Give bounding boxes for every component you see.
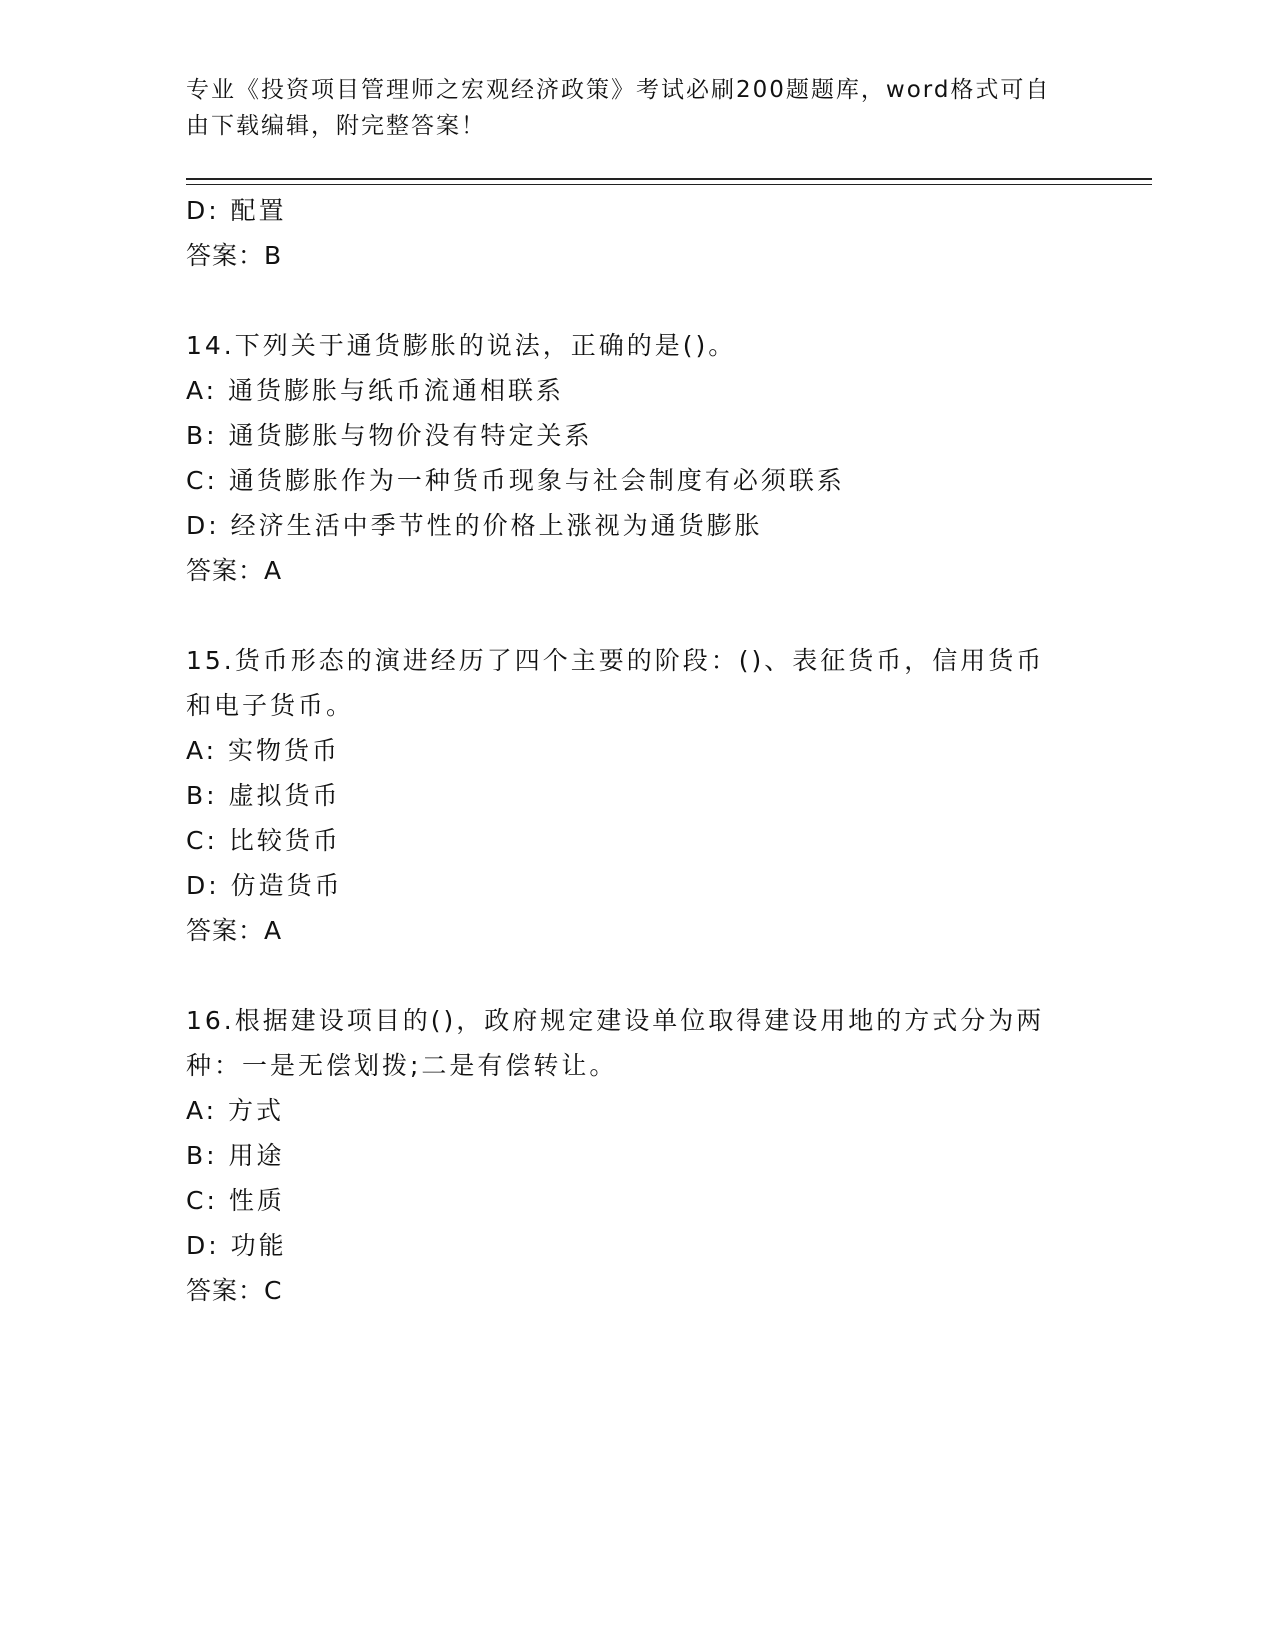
answer-line: 答案：A — [186, 556, 283, 585]
answer-line: 答案：A — [186, 916, 283, 945]
page-header: 专业《投资项目管理师之宏观经济政策》考试必刷200题题库，word格式可自由下载编辑，附完整答案！ — [186, 77, 1051, 139]
option-c: C: 通货膨胀作为一种货币现象与社会制度有必须联系 — [186, 466, 845, 495]
spacer — [186, 593, 1086, 638]
option-a: A: 通货膨胀与纸币流通相联系 — [186, 376, 565, 405]
question-stem: 14.下列关于通货膨胀的说法，正确的是()。 — [186, 331, 737, 360]
spacer — [186, 953, 1086, 998]
question-stem-line-1: 15.货币形态的演进经历了四个主要的阶段：()、表征货币，信用货币 — [186, 646, 1045, 675]
document-body — [186, 188, 1086, 1313]
option-b: B: 通货膨胀与物价没有特定关系 — [186, 421, 593, 450]
question-16 — [186, 998, 1086, 1313]
option-c: C: 性质 — [186, 1186, 285, 1215]
option-a: A: 实物货币 — [186, 736, 341, 765]
option-d: D: 配置 — [186, 196, 287, 225]
answer-line: 答案：B — [186, 241, 283, 270]
option-b: B: 用途 — [186, 1141, 285, 1170]
question-14 — [186, 323, 1086, 593]
option-d: D: 经济生活中季节性的价格上涨视为通货膨胀 — [186, 511, 763, 540]
question-stem-line-2: 和电子货币。 — [186, 691, 355, 720]
option-c: C: 比较货币 — [186, 826, 341, 855]
option-d: D: 仿造货币 — [186, 871, 343, 900]
option-a: A: 方式 — [186, 1096, 285, 1125]
option-d: D: 功能 — [186, 1231, 287, 1260]
option-b: B: 虚拟货币 — [186, 781, 341, 810]
question-stem-line-1: 16.根据建设项目的()，政府规定建设单位取得建设用地的方式分为两 — [186, 1006, 1045, 1035]
header-divider — [186, 178, 1152, 185]
spacer — [186, 278, 1086, 323]
question-stem-line-2: 种：一是无偿划拨;二是有偿转让。 — [186, 1051, 618, 1080]
question-15 — [186, 638, 1086, 953]
answer-line: 答案：C — [186, 1276, 283, 1305]
